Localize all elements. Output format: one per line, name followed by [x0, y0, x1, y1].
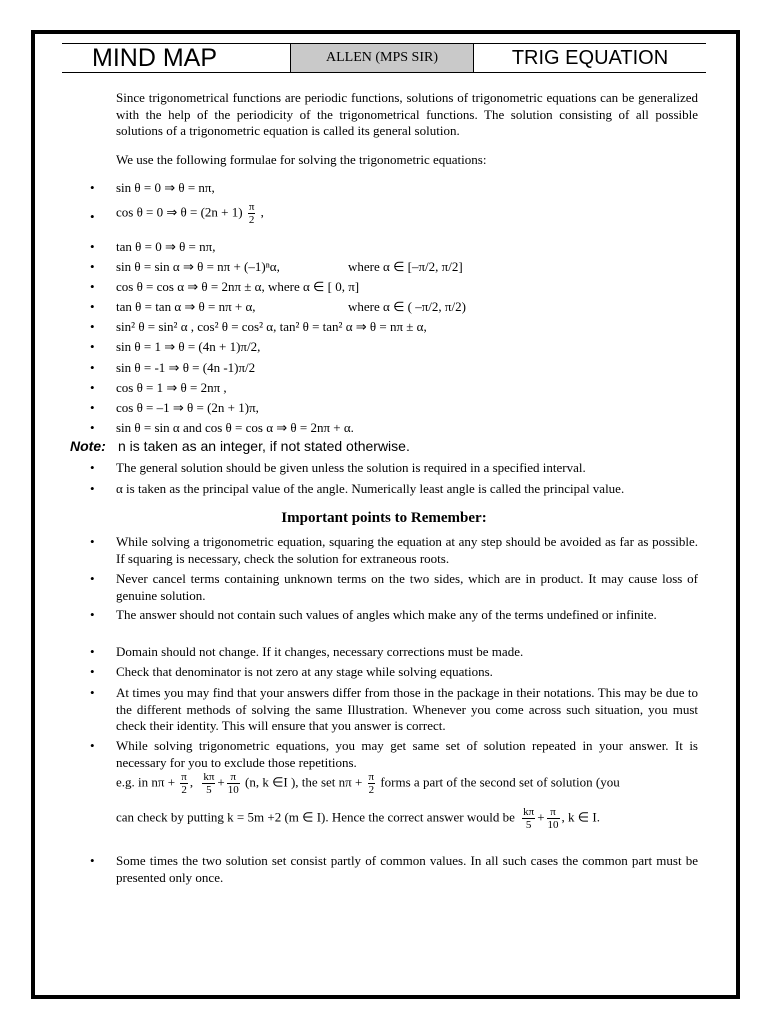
point-notations: At times you may find that your answers differ from those in the package in their notations. This may be due to the different methods of solving the same Illustration. Whenever you come across such situation, you must check their identity. This will ensure that you answer is correct.: [116, 685, 698, 733]
formula-sin-alpha: sin θ = sin α ⇒ θ = nπ + (–1)ⁿα,: [116, 259, 280, 274]
bullet-icon: •: [90, 481, 95, 496]
formula-sin-zero: sin θ = 0 ⇒ θ = nπ,: [116, 180, 215, 195]
bullet-icon: •: [90, 460, 95, 475]
fraction-kpi-over-5: $\frac{k\pi}{5}$: [203, 771, 215, 796]
formula-sin-one: sin θ = 1 ⇒ θ = (4n + 1)π/2,: [116, 339, 261, 354]
intro-paragraph: Since trigonometrical functions are periodic functions, solutions of trigonometric equations can be generalized with the help of the periodicity of the trigonometrical functions. The solution consisting of all possible solutions of a trigonometric equation is called its general solution.: [116, 90, 698, 138]
formula-tan-alpha: tan θ = tan α ⇒ θ = nπ + α,: [116, 299, 256, 314]
bullet-icon: •: [90, 738, 95, 753]
note-label: Note:: [70, 438, 106, 454]
section-heading: Important points to Remember:: [281, 510, 487, 526]
note-point-general: The general solution should be given unless the solution is required in a specified interval.: [116, 460, 586, 475]
point-domain: Domain should not change. If it changes, necessary corrections must be made.: [116, 644, 524, 659]
note-text: n is taken as an integer, if not stated otherwise.: [118, 438, 410, 454]
bullet-icon: •: [90, 209, 95, 224]
bullet-icon: •: [90, 534, 95, 549]
formula-sin-minus-one: sin θ = -1 ⇒ θ = (4n -1)π/2: [116, 360, 256, 375]
example-line-2: can check by putting k = 5m +2 (m ∈ I). Hence the correct answer would be $\frac{k\pi}{5}$ + $\frac{\pi}{10}$ , k ∈ I.: [116, 806, 600, 831]
bullet-icon: •: [90, 360, 95, 375]
header-bar: [62, 43, 706, 73]
bullet-icon: •: [90, 319, 95, 334]
formula-tan-alpha-range: where α ∈ ( –π/2, π/2): [348, 299, 466, 314]
fraction-pi-over-10: $\frac{\pi}{10}$: [547, 806, 559, 831]
formula-cos-one: cos θ = 1 ⇒ θ = 2nπ ,: [116, 380, 227, 395]
point-repetitions: While solving trigonometric equations, you may get same set of solution repeated in your answer. It is necessary for you to exclude those repetitions.: [116, 738, 698, 770]
bullet-icon: •: [90, 279, 95, 294]
bullet-icon: •: [90, 400, 95, 415]
bullet-icon: •: [90, 339, 95, 354]
bullet-icon: •: [90, 380, 95, 395]
example-line-1: e.g. in nπ + $\frac{\pi}{2}$ , $\frac{k\pi}{5}$ + $\frac{\pi}{10}$ (n, k ∈I ), the set nπ + $\frac{\pi}{2}$ forms a part of the second set of solution (you: [116, 771, 620, 796]
bullet-icon: •: [90, 644, 95, 659]
point-squaring: While solving a trigonometric equation, squaring the equation at any step should be avoided as far as possible. If squaring is necessary, check the solution for extraneous roots.: [116, 534, 698, 566]
formula-squares: sin² θ = sin² α , cos² θ = cos² α, tan² θ = tan² α ⇒ θ = nπ ± α,: [116, 319, 427, 334]
formula-sin-alpha-range: where α ∈ [–π/2, π/2]: [348, 259, 463, 274]
point-denominator: Check that denominator is not zero at any stage while solving equations.: [116, 664, 493, 679]
bullet-icon: •: [90, 420, 95, 435]
fraction-pi-over-2: $\frac{\pi}{2}$: [181, 771, 187, 796]
bullet-icon: •: [90, 259, 95, 274]
point-undefined: The answer should not contain such values of angles which make any of the terms undefined or infinite.: [116, 607, 657, 622]
bullet-icon: •: [90, 571, 95, 586]
point-cancel-terms: Never cancel terms containing unknown terms on the two sides, which are in product. It may cause loss of genuine solution.: [116, 571, 698, 603]
bullet-icon: •: [90, 299, 95, 314]
bullet-icon: •: [90, 685, 95, 700]
formula-cos-alpha: cos θ = cos α ⇒ θ = 2nπ ± α, where α ∈ [ 0, π]: [116, 279, 360, 294]
header-author: ALLEN (MPS SIR): [290, 44, 474, 72]
bullet-icon: •: [90, 853, 95, 868]
header-topic: TRIG EQUATION: [511, 47, 669, 69]
fraction-kpi-over-5: $\frac{k\pi}{5}$: [523, 806, 535, 831]
bullet-icon: •: [90, 239, 95, 254]
bullet-icon: •: [90, 607, 95, 622]
bullet-icon: •: [90, 664, 95, 679]
note-point-principal: α is taken as the principal value of the angle. Numerically least angle is called the principal value.: [116, 481, 625, 496]
header-title: MIND MAP: [92, 44, 217, 72]
formula-cos-minus-one: cos θ = –1 ⇒ θ = (2n + 1)π,: [116, 400, 259, 415]
formula-cos-zero-text: cos θ = 0 ⇒ θ = (2n + 1): [116, 204, 243, 220]
point-common-values: Some times the two solution set consist partly of common values. In all such cases the common part must be presented only once.: [116, 853, 698, 885]
fraction-pi-over-2: $\frac{\pi}{2}$: [368, 771, 375, 796]
fraction-pi-over-2: $\frac{\pi}{2}$: [248, 201, 255, 226]
intro-lead: We use the following formulae for solving the trigonometric equations:: [116, 152, 487, 167]
formula-sin-cos-alpha: sin θ = sin α and cos θ = cos α ⇒ θ = 2nπ + α.: [116, 420, 354, 435]
formula-cos-zero: cos θ = 0 ⇒ θ = (2n + 1) $\frac{\pi}{2}$ ,: [116, 201, 264, 226]
formula-tan-zero: tan θ = 0 ⇒ θ = nπ,: [116, 239, 216, 254]
bullet-icon: •: [90, 180, 95, 195]
fraction-pi-over-10: $\frac{\pi}{10}$: [227, 771, 239, 796]
